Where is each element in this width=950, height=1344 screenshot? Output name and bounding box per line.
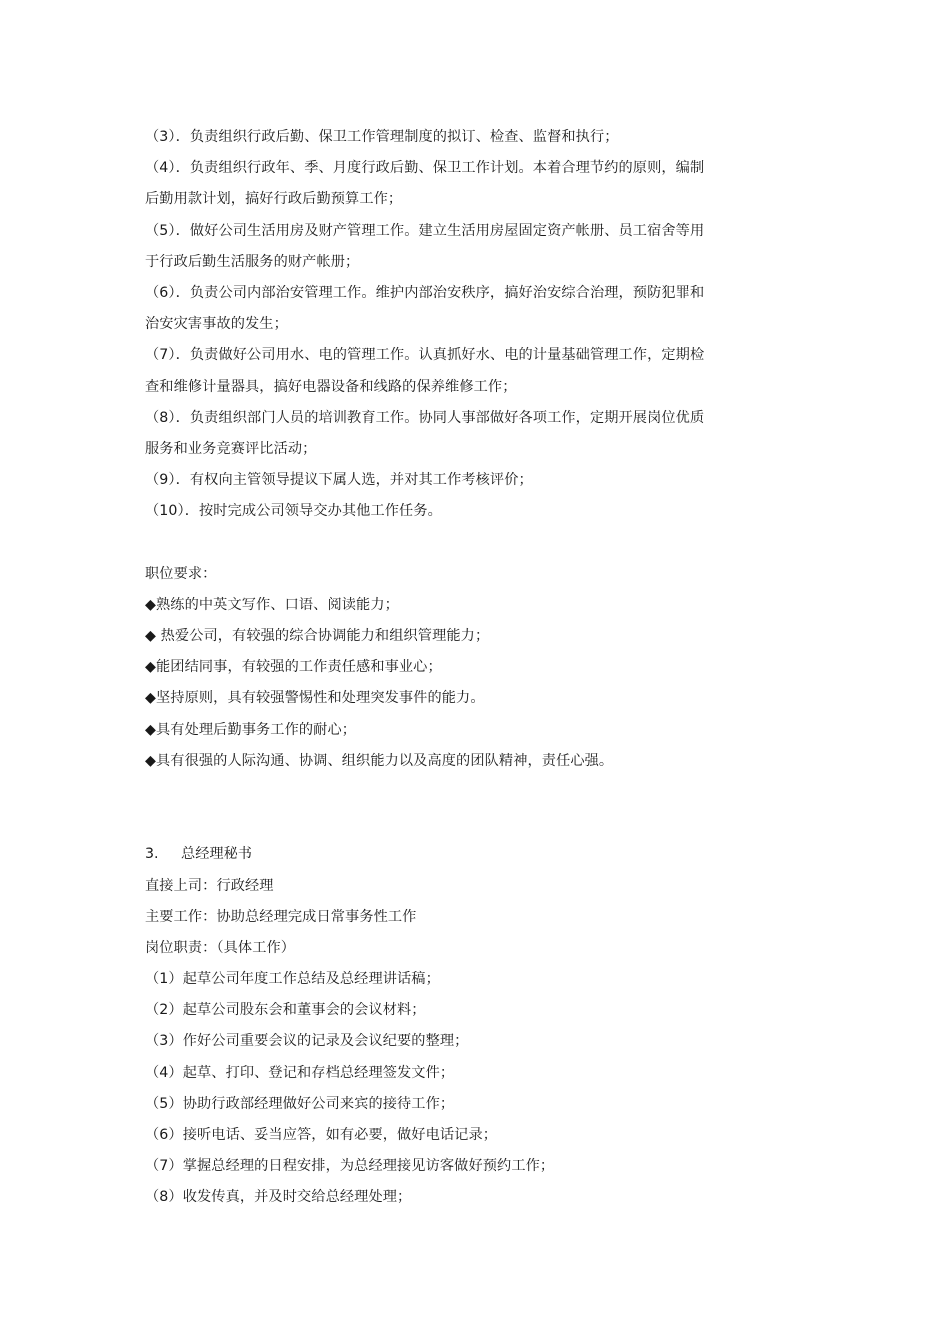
duty-line: 查和维修计量器具，搞好电器设备和线路的保养维修工作； [145, 378, 517, 395]
duty-line: 服务和业务竞赛评比活动； [145, 440, 317, 457]
duties-heading: 岗位职责：（具体工作） [145, 939, 296, 956]
duty-line: 于行政后勤生活服务的财产帐册； [145, 253, 360, 270]
duty-line: （5）．做好公司生活用房及财产管理工作。建立生活用房屋固定资产帐册、员工宿舍等用 [145, 222, 705, 239]
duty-line: （10）．按时完成公司领导交办其他工作任务。 [145, 503, 442, 520]
section-3 [145, 839, 810, 1213]
duty-item: （3）作好公司重要会议的记录及会议纪要的整理； [145, 1033, 469, 1050]
requirement-item: ◆ 热爱公司，有较强的综合协调能力和组织管理能力； [145, 628, 490, 644]
section-3-title [145, 839, 810, 870]
requirements-section [145, 559, 810, 777]
requirement-item: ◆熟练的中英文写作、口语、阅读能力； [145, 596, 399, 613]
requirements-heading: 职位要求： [145, 565, 217, 582]
duty-line: （8）．负责组织部门人员的培训教育工作。协同人事部做好各项工作，定期开展岗位优质 [145, 409, 705, 426]
duty-line: 后勤用款计划，搞好行政后勤预算工作； [145, 191, 403, 208]
section-number: 3. [145, 846, 159, 863]
duty-line: （7）．负责做好公司用水、电的管理工作。认真抓好水、电的计量基础管理工作，定期检 [145, 347, 705, 364]
duty-item: （1）起草公司年度工作总结及总经理讲话稿； [145, 971, 440, 988]
duty-line: （3）．负责组织行政后勤、保卫工作管理制度的拟订、检查、监督和执行； [145, 129, 619, 145]
duties-continued-list [145, 122, 810, 527]
duty-line: （4）．负责组织行政年、季、月度行政后勤、保卫工作计划。本着合理节约的原则，编制 [145, 160, 705, 177]
spacer [145, 527, 810, 558]
supervisor-line: 直接上司：行政经理 [145, 877, 274, 894]
requirement-item: ◆具有处理后勤事务工作的耐心； [145, 721, 357, 738]
duty-item: （6）接听电话、妥当应答，如有必要，做好电话记录； [145, 1127, 498, 1144]
duty-line: 治安灾害事故的发生； [145, 316, 288, 333]
spacer [145, 777, 810, 839]
duty-item: （7）掌握总经理的日程安排，为总经理接见访客做好预约工作； [145, 1158, 555, 1175]
duty-item: （2）起草公司股东会和董事会的会议材料； [145, 1002, 426, 1019]
section-title-text: 总经理秘书 [181, 846, 252, 863]
document-page [145, 122, 810, 1214]
duty-item: （8）收发传真，并及时交给总经理处理； [145, 1189, 412, 1206]
main-work-line: 主要工作：协助总经理完成日常事务性工作 [145, 908, 417, 925]
requirement-item: ◆坚持原则，具有较强警惕性和处理突发事件的能力。 [145, 690, 485, 707]
requirement-item: ◆能团结同事，有较强的工作责任感和事业心； [145, 659, 442, 676]
duty-line: （9）．有权向主管领导提议下属人选，并对其工作考核评价； [145, 472, 533, 489]
duty-item: （5）协助行政部经理做好公司来宾的接待工作； [145, 1095, 455, 1112]
duty-item: （4）起草、打印、登记和存档总经理签发文件； [145, 1064, 455, 1081]
requirement-item: ◆具有很强的人际沟通、协调、组织能力以及高度的团队精神，责任心强。 [145, 752, 614, 769]
duty-line: （6）．负责公司内部治安管理工作。维护内部治安秩序，搞好治安综合治理，预防犯罪和 [145, 284, 705, 301]
